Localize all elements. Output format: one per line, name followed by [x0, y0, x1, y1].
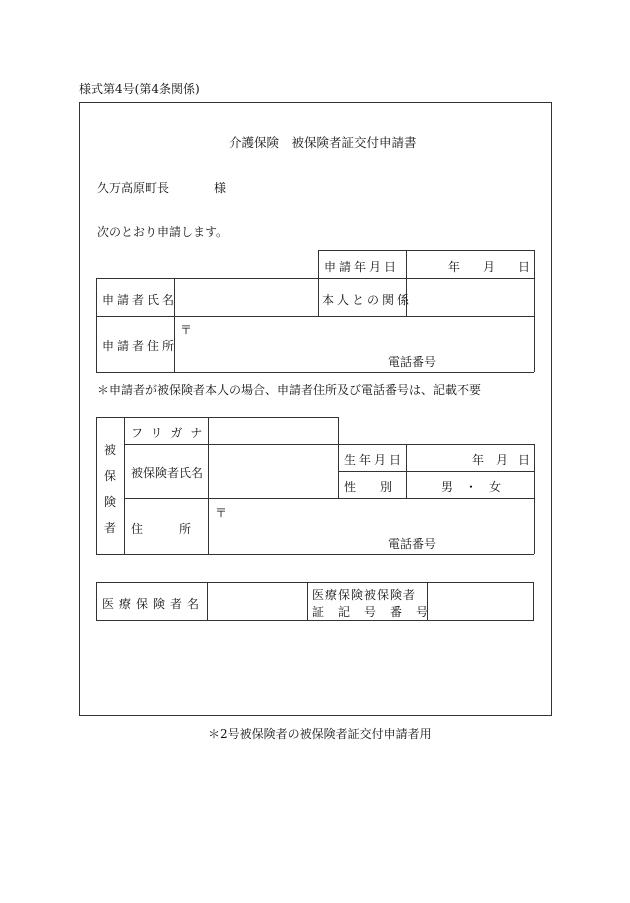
- applicant-address-label: 申請者住所: [102, 339, 178, 353]
- insured-name-field[interactable]: [210, 445, 337, 497]
- application-date-label: 申請年月日: [324, 260, 400, 274]
- form-number: 様式第4号(第4条関係): [79, 82, 200, 96]
- gender-options[interactable]: 男 ・ 女: [441, 480, 502, 494]
- insured-side-label: 被 保 険 者: [103, 443, 116, 535]
- furigana-field[interactable]: [210, 418, 337, 443]
- applicant-address-field[interactable]: [176, 317, 532, 371]
- form-title: 介護保険 被保険者証交付申請書: [229, 135, 417, 150]
- footer-note: ＊2号被保険者の被保険者証交付申請者用: [208, 727, 432, 741]
- birth-date-year: 年: [472, 453, 485, 467]
- addressee-name: 久万高原町長: [97, 181, 170, 195]
- application-date-year: 年: [448, 260, 461, 274]
- birth-date-month: 月: [496, 453, 509, 467]
- relationship-field[interactable]: [408, 279, 532, 315]
- application-date-month: 月: [483, 260, 496, 274]
- applicant-name-field[interactable]: [176, 279, 316, 315]
- insured-phone-label: 電話番号: [388, 537, 437, 551]
- medical-insurer-label: 医療保険者名: [102, 597, 205, 611]
- medical-number-label-line2: 証記号番号: [312, 605, 443, 619]
- insured-name-label: 被保険者氏名: [131, 466, 204, 480]
- application-date-day: 日: [518, 260, 531, 274]
- applicant-phone-label: 電話番号: [388, 355, 437, 369]
- furigana-label: フリガナ: [131, 426, 211, 440]
- relationship-label: 本人との関係: [322, 293, 413, 307]
- medical-number-field[interactable]: [429, 583, 532, 620]
- gender-label: 性 別: [344, 480, 393, 494]
- birth-date-day: 日: [518, 453, 531, 467]
- insured-postal-mark: 〒: [215, 506, 228, 520]
- addressee-honorific: 様: [214, 181, 227, 195]
- applicant-note: ＊申請者が被保険者本人の場合、申請者住所及び電話番号は、記載不要: [97, 383, 482, 397]
- applicant-name-label: 申請者氏名: [102, 293, 178, 307]
- medical-number-label-line1: 医療保険被保険者: [312, 588, 417, 602]
- birth-date-label: 生年月日: [344, 453, 405, 467]
- intro-text: 次のとおり申請します。: [97, 225, 229, 239]
- insured-address-field[interactable]: [210, 499, 532, 553]
- postal-mark: 〒: [180, 323, 193, 337]
- insured-address-label: 住 所: [131, 522, 192, 536]
- medical-insurer-field[interactable]: [209, 583, 305, 620]
